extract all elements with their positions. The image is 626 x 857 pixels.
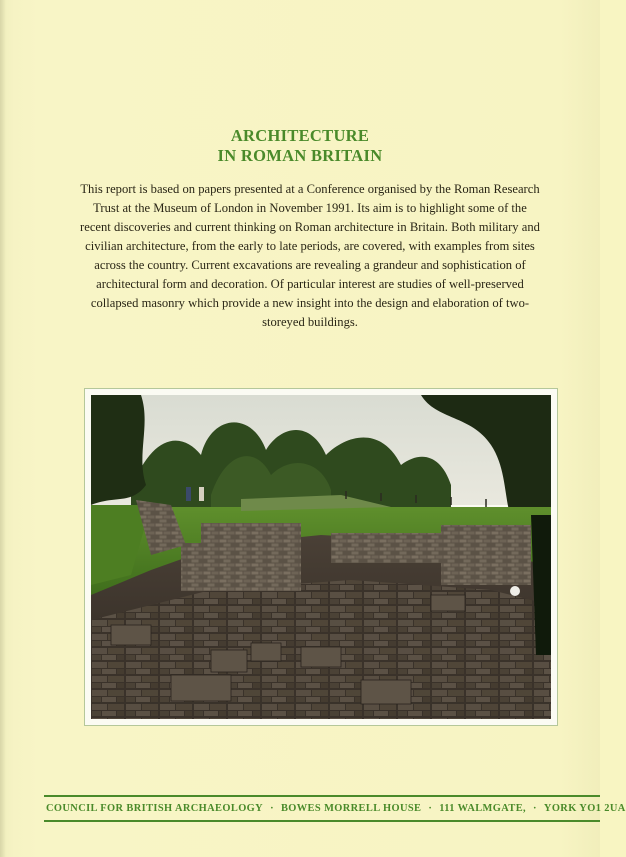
footer-rule-bottom (44, 820, 600, 822)
city-postcode: YORK YO1 2UA (543, 803, 626, 814)
separator-dot: · (533, 803, 537, 814)
footer-rule-top (44, 795, 600, 797)
building-name: BOWES MORRELL HOUSE (280, 803, 422, 814)
publisher-name: COUNCIL FOR BRITISH ARCHAEOLOGY (46, 803, 264, 814)
excavation-photo (91, 395, 551, 719)
report-title (0, 126, 600, 166)
photo-frame (84, 388, 558, 726)
footer-address (46, 803, 626, 814)
title-line-1: ARCHITECTURE (230, 126, 370, 145)
separator-dot: · (428, 803, 433, 814)
separator-dot: · (270, 803, 274, 814)
report-description: This report is based on papers presented at a Conference organised by the Roman Research Trust at the Museum of London in November 1991. Its aim is to highlight some of the recent discoveries and current thinking on Roman architecture in Britain. Both military and civilian architecture, from the early to late periods, are covered, with examples from sites across the country. Current excavations are revealing a grandeur and sophistication of architectural form and decoration. Of particular interest are studies of well-preserved collapsed masonry which provide a new insight into the design and elaboration of two-storeyed buildings. (80, 182, 540, 329)
title-line-2: IN ROMAN BRITAIN (217, 146, 383, 165)
street-address: 111 WALMGATE, (439, 803, 527, 814)
